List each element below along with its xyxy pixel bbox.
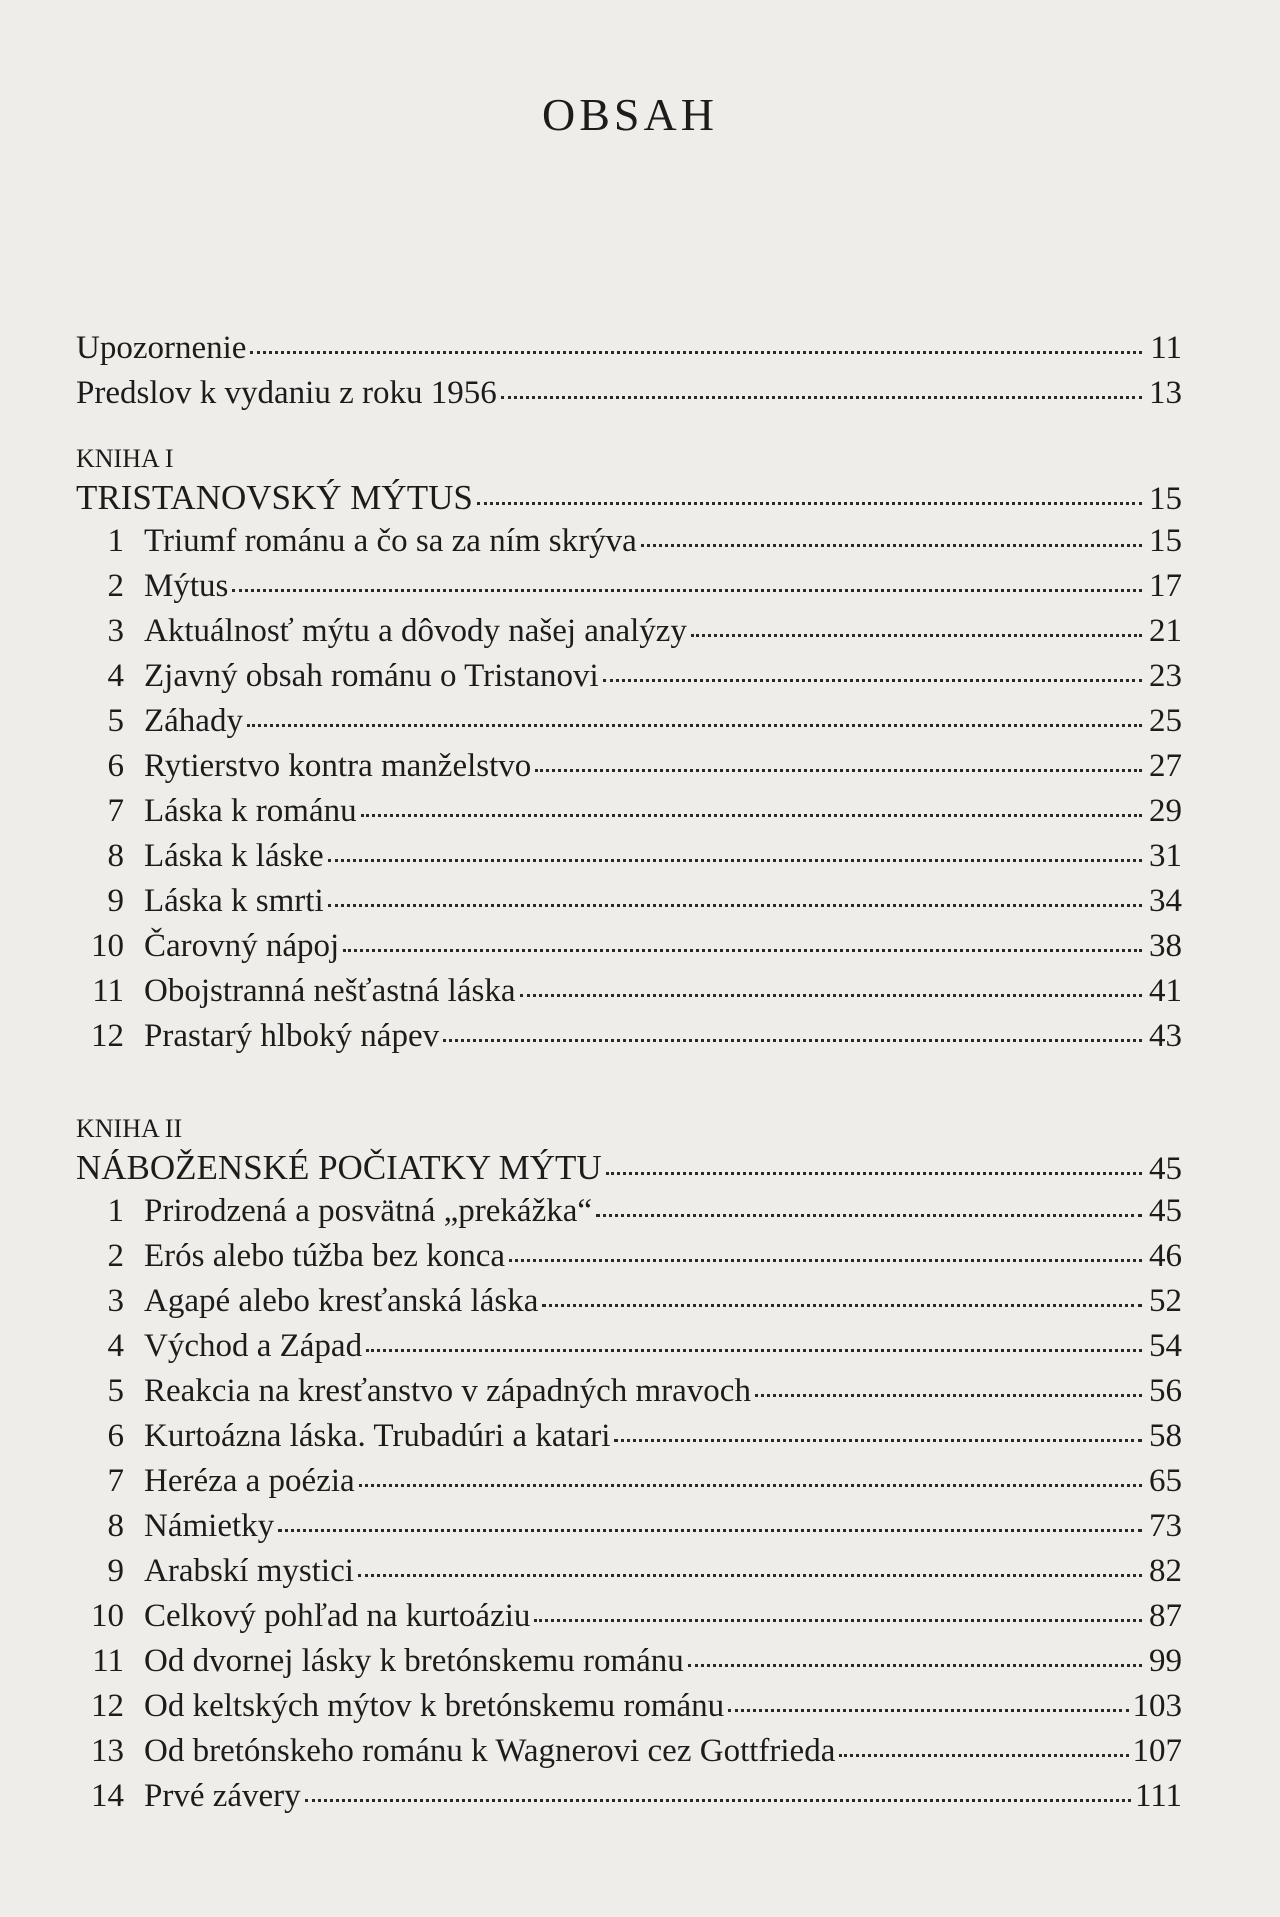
toc-entry-page: 103 [1132, 1688, 1182, 1724]
toc-entry [76, 1238, 1182, 1283]
toc-entry [76, 928, 1182, 973]
toc-entry [76, 973, 1182, 1018]
toc-entry [76, 1193, 1182, 1238]
chapter-number: 7 [107, 793, 124, 829]
toc-entry-page: 56 [1149, 1373, 1182, 1409]
toc-intro [76, 330, 1182, 420]
toc-entry-page: 25 [1149, 703, 1182, 739]
toc-entry-page: 38 [1149, 928, 1182, 964]
toc-entry-label: Aktuálnosť mýtu a dôvody našej analýzy [144, 613, 687, 649]
toc-entry-label: Od dvornej lásky k bretónskemu románu [144, 1643, 684, 1679]
leader-dots [542, 1304, 1142, 1307]
toc-entry-label: Čarovný nápoj [144, 928, 340, 964]
book-title-entry [76, 478, 1182, 523]
chapter-number: 11 [92, 973, 124, 1009]
toc-entry-page: 87 [1149, 1598, 1182, 1634]
chapter-number: 3 [107, 613, 124, 649]
toc-entry-page: 65 [1149, 1463, 1182, 1499]
toc-entry-page: 29 [1149, 793, 1182, 829]
toc-entry [76, 1463, 1182, 1508]
toc-entry-page: 82 [1149, 1553, 1182, 1589]
toc-entry [76, 330, 1182, 375]
toc-entry-label: Láska k románu [144, 793, 357, 829]
toc-entry [76, 1733, 1182, 1778]
toc-entry-page: 99 [1149, 1643, 1182, 1679]
leader-dots [688, 1664, 1142, 1667]
leader-dots [477, 502, 1142, 505]
toc-entry-label: Prirodzená a posvätná „prekážka“ [144, 1193, 593, 1229]
leader-dots [278, 1529, 1142, 1532]
toc-entry-label: Upozornenie [76, 330, 247, 366]
chapter-number: 2 [107, 568, 124, 604]
toc-entry-label: Láska k smrti [144, 883, 324, 919]
toc-entry-page: 111 [1134, 1778, 1182, 1814]
chapter-number: 11 [92, 1643, 124, 1679]
toc-entry [76, 838, 1182, 883]
toc-entry-page: 54 [1149, 1328, 1182, 1364]
toc-entry [76, 703, 1182, 748]
toc-entry-page: 15 [1149, 523, 1182, 559]
toc-entry [76, 1283, 1182, 1328]
toc-entry-page: 31 [1149, 838, 1182, 874]
chapter-list [76, 1193, 1182, 1823]
toc-entry [76, 658, 1182, 703]
leader-dots [328, 904, 1142, 907]
chapter-number: 5 [107, 703, 124, 739]
book-label: KNIHA I [76, 444, 174, 473]
leader-dots [641, 544, 1142, 547]
toc-entry-label: Východ a Západ [144, 1328, 363, 1364]
leader-dots [614, 1439, 1142, 1442]
chapter-number: 14 [91, 1778, 124, 1814]
leader-dots [250, 351, 1142, 354]
chapter-number: 4 [107, 658, 124, 694]
chapter-number: 8 [107, 838, 124, 874]
chapter-number: 2 [107, 1238, 124, 1274]
leader-dots [361, 814, 1142, 817]
leader-dots [596, 1214, 1142, 1217]
toc-entry-label: Triumf románu a čo sa za ním skrýva [144, 523, 637, 559]
leader-dots [520, 994, 1143, 997]
leader-dots [232, 589, 1142, 592]
toc-entry [76, 1018, 1182, 1063]
chapter-number: 7 [107, 1463, 124, 1499]
book-title-entry [76, 1148, 1182, 1193]
leader-dots [606, 1172, 1142, 1175]
toc-entry [76, 1418, 1182, 1463]
toc-entry-page: 15 [1149, 481, 1182, 517]
chapter-number: 10 [91, 928, 124, 964]
toc-entry [76, 613, 1182, 658]
chapter-number: 6 [107, 1418, 124, 1454]
toc-entry-page: 17 [1149, 568, 1182, 604]
leader-dots [358, 1574, 1142, 1577]
leader-dots [755, 1394, 1142, 1397]
toc-entry [76, 375, 1182, 420]
toc-entry-label: Celkový pohľad na kurtoáziu [144, 1598, 531, 1634]
leader-dots [691, 634, 1142, 637]
leader-dots [728, 1709, 1128, 1712]
toc-entry [76, 1553, 1182, 1598]
toc-entry-page: 43 [1149, 1018, 1182, 1054]
toc-entry [76, 883, 1182, 928]
book-label: KNIHA II [76, 1114, 183, 1143]
chapter-number: 1 [107, 1193, 124, 1229]
chapter-number: 4 [107, 1328, 124, 1364]
toc-entry-page: 58 [1149, 1418, 1182, 1454]
book-title: NÁBOŽENSKÉ POČIATKY MÝTU [76, 1148, 602, 1187]
toc-entry [76, 1598, 1182, 1643]
toc-entry [76, 1688, 1182, 1733]
toc-entry-page: 27 [1149, 748, 1182, 784]
toc-entry-label: Reakcia na kresťanstvo v západných mravoch [144, 1373, 751, 1409]
toc-entry-page: 23 [1149, 658, 1182, 694]
chapter-number: 3 [107, 1283, 124, 1319]
toc-entry [76, 748, 1182, 793]
toc-entry-label: Mýtus [144, 568, 229, 604]
chapter-number: 5 [107, 1373, 124, 1409]
toc-book-2 [76, 1110, 1182, 1823]
toc-entry-label: Predslov k vydaniu z roku 1956 [76, 375, 497, 411]
toc-entry [76, 1373, 1182, 1418]
leader-dots [509, 1259, 1142, 1262]
chapter-number: 9 [107, 1553, 124, 1589]
toc-entry-label: Arabskí mystici [144, 1553, 354, 1589]
leader-dots [501, 396, 1142, 399]
chapter-number: 13 [91, 1733, 124, 1769]
toc-entry-label: Kurtoázna láska. Trubadúri a katari [144, 1418, 611, 1454]
toc-entry-label: Prastarý hlboký nápev [144, 1018, 440, 1054]
toc-entry [76, 523, 1182, 568]
leader-dots [535, 769, 1142, 772]
book-title: TRISTANOVSKÝ MÝTUS [76, 478, 473, 517]
toc-entry-page: 45 [1149, 1151, 1182, 1187]
toc-entry [76, 1778, 1182, 1823]
toc-entry-label: Erós alebo túžba bez konca [144, 1238, 506, 1274]
toc-entry-page: 41 [1149, 973, 1182, 1009]
leader-dots [328, 859, 1142, 862]
toc-entry-page: 46 [1149, 1238, 1182, 1274]
toc-entry-label: Obojstranná nešťastná láska [144, 973, 516, 1009]
toc-entry [76, 1643, 1182, 1688]
toc-entry-page: 34 [1149, 883, 1182, 919]
leader-dots [443, 1039, 1142, 1042]
page-title: OBSAH [542, 89, 718, 140]
toc-entry-label: Od bretónskeho románu k Wagnerovi cez Gottfrieda [144, 1733, 836, 1769]
toc-entry-page: 21 [1149, 613, 1182, 649]
chapter-number: 10 [91, 1598, 124, 1634]
toc-entry-label: Rytierstvo kontra manželstvo [144, 748, 532, 784]
chapter-list [76, 523, 1182, 1063]
toc-entry-page: 45 [1149, 1193, 1182, 1229]
toc-entry [76, 1328, 1182, 1373]
chapter-number: 6 [107, 748, 124, 784]
toc-entry [76, 793, 1182, 838]
toc-entry-page: 13 [1149, 375, 1182, 411]
toc-entry-label: Láska k láske [144, 838, 324, 874]
toc-entry-label: Od keltských mýtov k bretónskemu románu [144, 1688, 725, 1724]
chapter-number: 12 [91, 1688, 124, 1724]
leader-dots [534, 1619, 1142, 1622]
leader-dots [359, 1484, 1142, 1487]
leader-dots [366, 1349, 1142, 1352]
chapter-number: 12 [91, 1018, 124, 1054]
toc-entry-label: Záhady [144, 703, 243, 739]
toc-entry [76, 1508, 1182, 1553]
leader-dots [603, 679, 1142, 682]
toc-entry [76, 568, 1182, 613]
toc-entry-label: Námietky [144, 1508, 275, 1544]
chapter-number: 9 [107, 883, 124, 919]
toc-entry-page: 11 [1150, 330, 1182, 366]
leader-dots [343, 949, 1142, 952]
leader-dots [839, 1754, 1128, 1757]
chapter-number: 8 [107, 1508, 124, 1544]
toc-entry-label: Zjavný obsah románu o Tristanovi [144, 658, 599, 694]
toc-book-1 [76, 440, 1182, 1063]
toc-entry-page: 52 [1149, 1283, 1182, 1319]
chapter-number: 1 [107, 523, 124, 559]
leader-dots [247, 724, 1142, 727]
toc-entry-label: Agapé alebo kresťanská láska [144, 1283, 539, 1319]
toc-entry-page: 73 [1149, 1508, 1182, 1544]
toc-entry-page: 107 [1132, 1733, 1182, 1769]
toc-entry-label: Heréza a poézia [144, 1463, 355, 1499]
toc-entry-label: Prvé závery [144, 1778, 301, 1814]
leader-dots [305, 1799, 1131, 1802]
